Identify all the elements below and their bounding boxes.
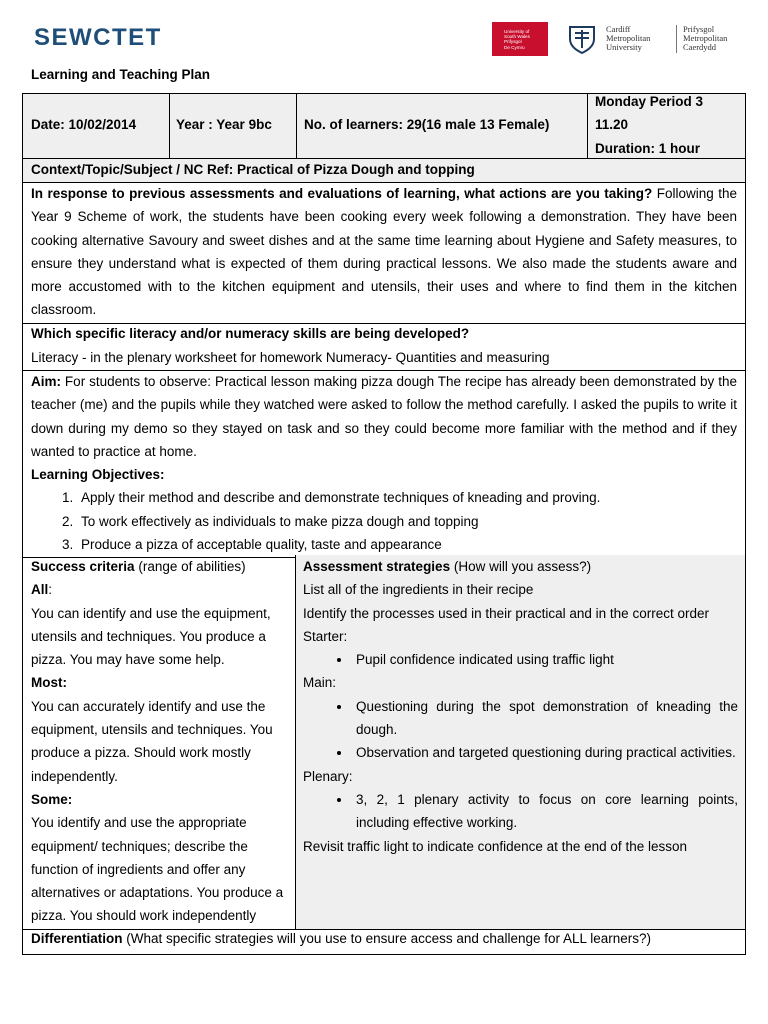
cardiff-met-welsh: Prifysgol Metropolitan Caerdydd [676,25,727,53]
aim-text: For students to observe: Practical lesson making pizza dough The recipe has already been demonstrated by the teacher (me) and the pupils while they watched were asked to follow the method carefully. I asked the pupils to write it down during my demo so they stayed on task and so they could become more familiar with the method and if they wanted to practice at home. [31,374,737,459]
objectives-heading: Learning Objectives: [31,467,165,483]
differentiation-row [23,930,745,953]
duration-value: Duration: 1 hour [595,140,700,156]
success-heading: Success criteria [31,559,135,574]
plenary-label: Plenary: [303,768,353,784]
learners-value: No. of learners: 29(16 male 13 Female) [304,117,550,132]
main-label: Main: [303,675,337,691]
learners-cell [297,94,588,158]
response-row [23,183,745,324]
date-value: Date: 10/02/2014 [31,117,137,132]
assessment-line-2: Identify the processes used in their practical and in the correct order [303,605,709,621]
partner-logos [492,22,742,58]
response-answer: Following the Year 9 Scheme of work, the students have been cooking every week following a demonstration. They have been cooking alternative Savoury and sweet dishes and at the same time learning about Hygiene and Safety measures, to ensure they understand what is expected of them during practical lessons. We also made the students aware and more accustomed with to the kitchen equipment and utensils, their uses and where to find them in the kitchen classroom. [31,186,737,318]
assessment-line-1: List all of the ingredients in their recipe [303,582,534,598]
skills-answer: Literacy - in the plenary worksheet for homework Numeracy- Quantities and measuring [31,350,550,366]
context-text: Context/Topic/Subject / NC Ref: Practical of Pizza Dough and topping [31,162,475,177]
differentiation-text: (What specific strategies will you use to ensure access and challenge for ALL learners?) [122,931,652,946]
year-value: Year : Year 9bc [176,117,272,132]
all-text: You can identify and use the equipment, utensils and techniques. You produce a pizza. You may have some help. [31,605,271,668]
skills-row [23,324,745,371]
objective-item: 3. Produce a pizza of acceptable quality, taste and appearance [77,533,737,556]
assessment-sub: (How will you assess?) [450,559,592,574]
assessment-heading: Assessment strategies [303,559,451,574]
starter-list [303,648,738,671]
info-row [23,94,745,159]
aim-label: Aim: [31,374,61,389]
context-row [23,159,745,183]
page-title: Learning and Teaching Plan [31,67,211,82]
starter-label: Starter: [303,628,348,644]
usw-logo: University of South Wales Prifysgol De Cymru [492,22,548,56]
objective-item: 2. To work effectively as individuals to make pizza dough and topping [77,510,737,533]
time-value: 11.20 [595,117,629,133]
date-cell [23,94,170,158]
some-label: Some: [31,791,73,807]
most-text: You can accurately identify and use the equipment, utensils and techniques. You produce a pizza. Should work mostly independently. [31,698,273,784]
differentiation-label: Differentiation [31,931,123,946]
cardiff-met-english: Cardiff Metropolitan University [606,24,651,53]
assessment-cell [296,555,745,929]
plan-table [22,93,746,955]
period-value: Monday Period 3 [595,94,704,109]
criteria-row [23,558,745,930]
skills-question: Which specific literacy and/or numeracy skills are being developed? [31,326,470,341]
sewctet-logo: SEWCTET [34,24,162,51]
year-cell [170,94,297,158]
success-sub: (range of abilities) [134,559,246,574]
all-colon: : [48,582,53,598]
response-question: In response to previous assessments and evaluations of learning, what actions are you taking? [31,186,653,201]
plenary-list [303,788,738,835]
main-item: • Observation and targeted questioning during practical activities. [352,741,738,764]
objectives-list [31,486,737,556]
crest-icon [566,24,598,54]
objective-item: 1. Apply their method and describe and demonstrate techniques of kneading and proving. [77,486,737,509]
starter-item: • Pupil confidence indicated using traffic light [352,648,738,671]
most-label: Most: [31,675,67,691]
main-item: • Questioning during the spot demonstration of kneading the dough. [352,695,738,742]
some-text: You identify and use the appropriate equipment/ techniques; describe the function of ingredients and offer any alternatives or adaptations. You produce a pizza. You should work independently [31,815,284,924]
all-label: All [31,582,49,598]
success-criteria-cell [23,555,296,929]
aim-row [23,371,745,558]
main-list [303,695,738,765]
assessment-closing: Revisit traffic light to indicate confidence at the end of the lesson [303,838,687,854]
period-cell [588,90,745,158]
plenary-item: • 3, 2, 1 plenary activity to focus on core learning points, including effective working. [352,788,738,835]
